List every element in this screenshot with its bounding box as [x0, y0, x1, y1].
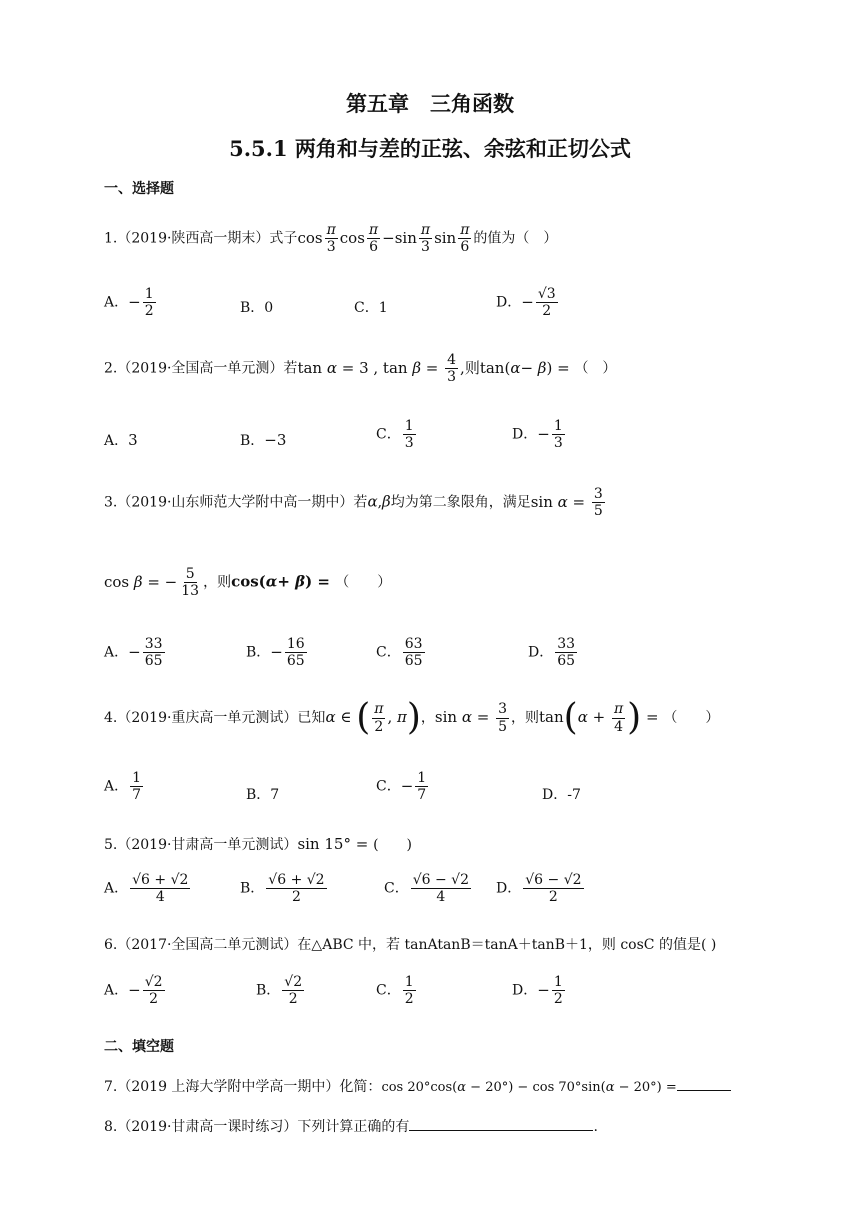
- q1-option-c: C．1: [354, 300, 388, 316]
- question-7: 7.（2019 上海大学附中学高一期中）化简：cos 20°cos(α − 20°) − cos 70°sin(α − 20°) =: [104, 1076, 731, 1096]
- question-1-stem-prefix: 1.（2019·陕西高一期末）式子: [104, 230, 298, 247]
- question-1-stem-suffix: 的值为（ ）: [473, 230, 558, 247]
- q4-option-a: A． $\frac{1}{7}$: [104, 770, 142, 804]
- q4-option-c: C．− $\frac{1}{7}$: [376, 770, 427, 804]
- question-3-line-2: cos β = − $\frac{5}{13}$ ，则cos(α+ β) = （ ）: [104, 566, 392, 600]
- question-6: 6.（2017·全国高二单元测试）在△ABC 中，若 tanAtanB＝tanA＋tanB＋1，则 cosC 的值是( ): [104, 937, 717, 953]
- q2-option-c: C． $\frac{1}{3}$: [376, 418, 414, 452]
- q1-option-b: B．0: [240, 300, 274, 316]
- chapter-title: 第五章 三角函数: [346, 91, 514, 116]
- q6-option-a: A．− $\frac{√2}{2}$: [104, 974, 163, 1008]
- q7-answer-blank[interactable]: [677, 1076, 731, 1091]
- q5-option-c: C． $\frac{√6 - √2}{4}$: [384, 872, 470, 906]
- q2-option-b: B．−3: [240, 431, 287, 449]
- q4-option-d: D．-7: [542, 787, 581, 803]
- q3-option-d: D． $\frac{33}{65}$: [528, 636, 576, 670]
- q1-option-a: A．− $\frac{1}{2}$: [104, 286, 154, 320]
- q8-answer-blank[interactable]: [409, 1116, 593, 1131]
- q3-option-a: A．− $\frac{33}{65}$: [104, 636, 163, 670]
- q2-option-a: A．3: [104, 431, 138, 449]
- question-8: 8.（2019·甘肃高一课时练习）下列计算正确的有 .: [104, 1116, 598, 1136]
- question-1-formula: cos $\frac{\pi}{3}$ cos $\frac{\pi}{6}$ −sin $\frac{\pi}{3}$ sin $\frac{\pi}{6}$: [297, 222, 470, 256]
- section-fill-heading: 二、填空题: [104, 1039, 174, 1055]
- q2-option-d: D．− $\frac{1}{3}$: [512, 418, 563, 452]
- question-2: 2.（2019·全国高一单元测）若tan α = 3 , tan β = $\frac{4}{3}$ ,则tan(α− β) = （ ）: [104, 352, 617, 386]
- q6-option-c: C． $\frac{1}{2}$: [376, 974, 414, 1008]
- question-1: [104, 222, 557, 255]
- lesson-title: 5.5.1 两角和与差的正弦、余弦和正切公式: [229, 136, 631, 161]
- q5-option-d: D． $\frac{√6 - √2}{2}$: [496, 872, 582, 906]
- q5-option-b: B． $\frac{√6 + √2}{2}$: [240, 872, 325, 906]
- q4-option-b: B．7: [246, 787, 280, 803]
- q1-option-d: D．− $\frac{√3}{2}$: [496, 286, 556, 320]
- q3-option-b: B．− $\frac{16}{65}$: [246, 636, 305, 670]
- question-3: 3.（2019·山东师范大学附中高一期中）若α,β均为第二象限角，满足sin α = $\frac{3}{5}$: [104, 486, 603, 520]
- q6-option-d: D．− $\frac{1}{2}$: [512, 974, 563, 1008]
- question-4: 4.（2019·重庆高一单元测试）已知α ∈ ( $\frac{\pi}{2}$ , π)，sin α = $\frac{3}{5}$ ，则tan(α + $\frac{\pi}{4}$ ) = （ ）: [104, 697, 720, 738]
- q5-option-a: A． $\frac{√6 + √2}{4}$: [104, 872, 189, 906]
- q6-option-b: B． $\frac{√2}{2}$: [256, 974, 303, 1008]
- question-5: 5.（2019·甘肃高一单元测试）sin 15° = ( ): [104, 835, 412, 853]
- section-choice-heading: 一、选择题: [104, 181, 174, 197]
- q3-option-c: C． $\frac{63}{65}$: [376, 636, 423, 670]
